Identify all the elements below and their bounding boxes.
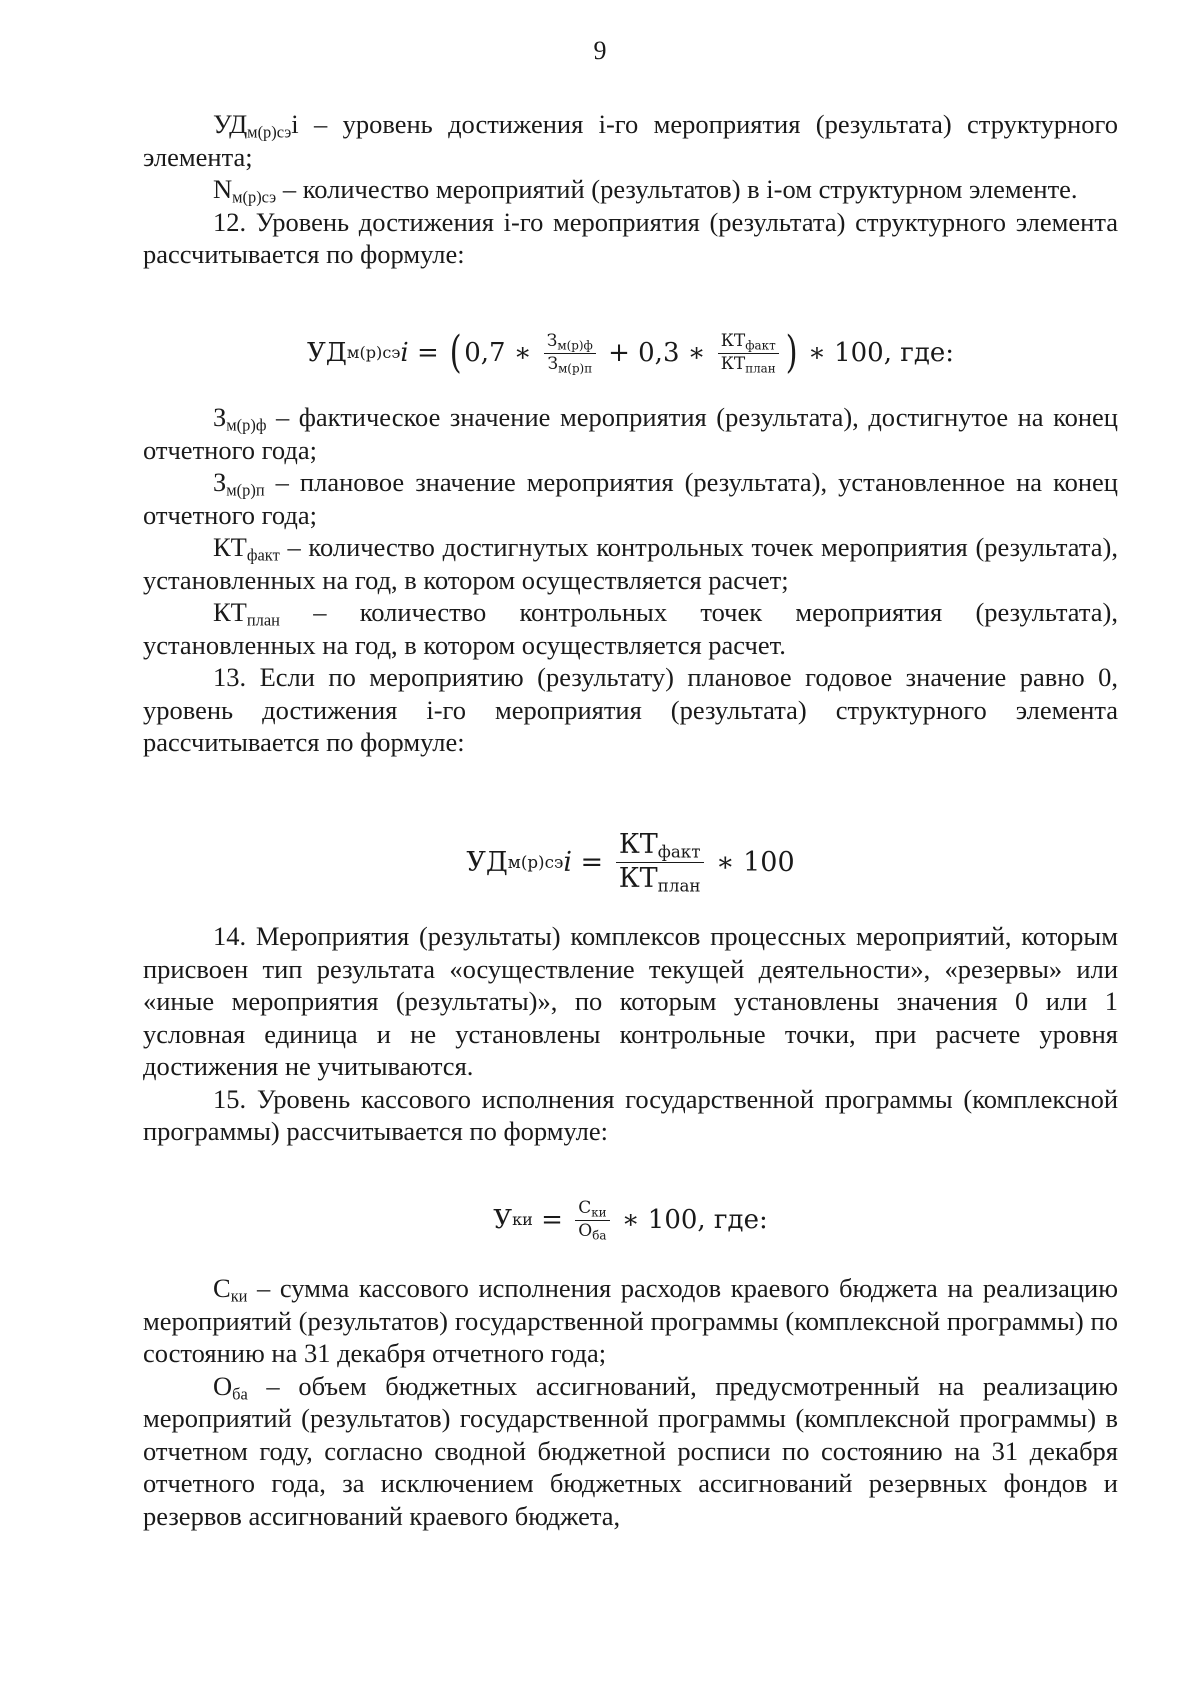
fraction-ski-oba: [575, 1197, 609, 1242]
fraction-numerator: $КТ_{факт}$: [718, 333, 779, 354]
formula-tail: ∗ 100, где:: [613, 1205, 768, 1235]
formula-expression: У ки = $\frac{С_{ки}}{О_{ба}}$ ∗ 100, где:: [493, 1197, 768, 1242]
fraction-denominator: $КТ_{план}$: [618, 862, 701, 896]
paragraph-kt-fact-definition: [143, 531, 1118, 596]
formula-lhs: УД: [306, 338, 347, 368]
symbol: С: [213, 1273, 231, 1303]
paragraph-12: 12. Уровень достижения i-го мероприятия (результата) структурного элемента рассчитывается по формуле:: [143, 206, 1118, 269]
formula-tail: ∗ 100, где:: [799, 338, 955, 368]
definition-text: – количество контрольных точек мероприятия (результата), установленных на год, в котором осуществляется расчет.: [143, 597, 1118, 660]
paragraph-ski-definition: [143, 1272, 1118, 1370]
formula-tail: ∗ 100: [707, 846, 795, 878]
symbol-subscript: м(р)ф: [226, 415, 267, 435]
formula-lhs-index: i: [400, 338, 409, 368]
symbol-subscript: ки: [230, 1286, 248, 1306]
fraction-numerator: $З_{м(р)ф}$: [544, 333, 596, 354]
paragraph-15: 15. Уровень кассового исполнения государственной программы (комплексной программы) рассчитывается по формуле:: [143, 1083, 1118, 1146]
formula-lhs-index: i: [563, 846, 572, 878]
symbol: О: [213, 1370, 233, 1401]
symbol-index: i: [291, 109, 299, 139]
formula-expression: УД м(р)сэ i = ( 0,7 ∗ $\frac{З_{м(р)ф}}{З_{м(р)п}}$ + 0,3 ∗ $\frac{КТ_{факт}}{КТ_{план}}$ ) ∗ 100, где:: [306, 327, 955, 378]
paragraph-oba-definition: [143, 1370, 1118, 1533]
symbol-subscript: м(р)п: [226, 480, 265, 500]
paragraph-ud-definition: [143, 108, 1118, 173]
symbol: З: [213, 467, 227, 497]
fraction-denominator: $КТ_{план}$: [720, 353, 776, 375]
plus-coefficient-2: + 0,3 ∗: [599, 338, 714, 368]
definition-text: – плановое значение мероприятия (результата), установленное на конец отчетного года;: [143, 467, 1118, 530]
formula-uki: [143, 1192, 1118, 1248]
definition-text: – уровень достижения i-го мероприятия (результата) структурного элемента;: [143, 109, 1118, 172]
symbol: УД: [213, 109, 248, 139]
text-block-definitions-3: [143, 1272, 1118, 1532]
equals-sign: =: [532, 1205, 572, 1235]
fraction-denominator: $О_{ба}$: [578, 1220, 607, 1242]
fraction-denominator: $З_{м(р)п}$: [547, 353, 593, 375]
definition-text: – количество достигнутых контрольных точек мероприятия (результата), установленных на год, в котором осуществляется расчет;: [143, 532, 1118, 595]
symbol-subscript: план: [246, 610, 280, 630]
right-paren: ): [785, 327, 798, 378]
symbol-subscript: м(р)сэ: [247, 122, 292, 142]
formula-ud-zero-plan: [143, 822, 1118, 902]
symbol: З: [213, 402, 227, 432]
paragraph-z-fact-definition: [143, 401, 1118, 466]
fraction-numerator: $КТ_{факт}$: [616, 831, 704, 862]
formula-expression: УД м(р)сэ i = $\frac{КТ_{факт}}{КТ_{план}}$ ∗ 100: [466, 829, 795, 896]
page-number: 9: [593, 36, 607, 65]
paragraph-14: 14. Мероприятия (результаты) комплексов процессных мероприятий, которым присвоен тип результата «осуществление текущей деятельности», «резервы» или «иные мероприятия (результаты)», по которым установлены значения 0 или 1 условная единица и не установлены контрольные точки, при расчете уровня достижения не учитываются.: [143, 921, 1118, 1081]
text-block-definitions-1: [143, 108, 1118, 271]
fraction-kt: [718, 330, 779, 375]
formula-lhs: УД: [466, 846, 508, 878]
text-block-definitions-2: [143, 401, 1118, 759]
equals-sign: =: [408, 338, 448, 368]
symbol: КТ: [213, 597, 247, 627]
fraction-z: [544, 330, 596, 375]
formula-lhs: У: [493, 1205, 513, 1235]
paragraph-z-plan-definition: [143, 466, 1118, 531]
definition-text: – фактическое значение мероприятия (результата), достигнутое на конец отчетного года;: [143, 402, 1118, 465]
definition-text: – сумма кассового исполнения расходов краевого бюджета на реализацию мероприятий (результатов) государственной программы (комплексной программы) по состоянию на 31 декабря отчетного года;: [143, 1273, 1118, 1368]
symbol-subscript: ба: [232, 1384, 248, 1404]
symbol: КТ: [213, 532, 247, 562]
left-paren: (: [449, 327, 462, 378]
equals-sign: =: [571, 846, 612, 878]
paragraph-kt-plan-definition: [143, 596, 1118, 661]
coefficient-1: 0,7 ∗: [464, 338, 540, 368]
fraction-numerator: $С_{ки}$: [575, 1200, 609, 1221]
symbol: N: [213, 174, 233, 204]
formula-ud-main: [143, 322, 1118, 384]
symbol-subscript: факт: [246, 545, 280, 565]
fraction-kt: [616, 829, 704, 896]
text-block-points-14-15: [143, 920, 1118, 1148]
paragraph-n-definition: [143, 173, 1118, 206]
symbol-subscript: м(р)сэ: [232, 187, 277, 207]
definition-text: – объем бюджетных ассигнований, предусмотренный на реализацию мероприятий (результатов) государственной программы (комплексной программы) в отчетном году, согласно сводной бюджетной росписи по состоянию на 31 декабря отчетного года, за исключением бюджетных ассигнований резервных фондов и резервов ассигнований краевого бюджета,: [143, 1370, 1118, 1531]
definition-text: – количество мероприятий (результатов) в i-ом структурном элементе.: [276, 174, 1078, 204]
paragraph-13: 13. Если по мероприятию (результату) плановое годовое значение равно 0, уровень достижения i-го мероприятия (результата) структурного элемента рассчитывается по формуле:: [143, 662, 1118, 757]
